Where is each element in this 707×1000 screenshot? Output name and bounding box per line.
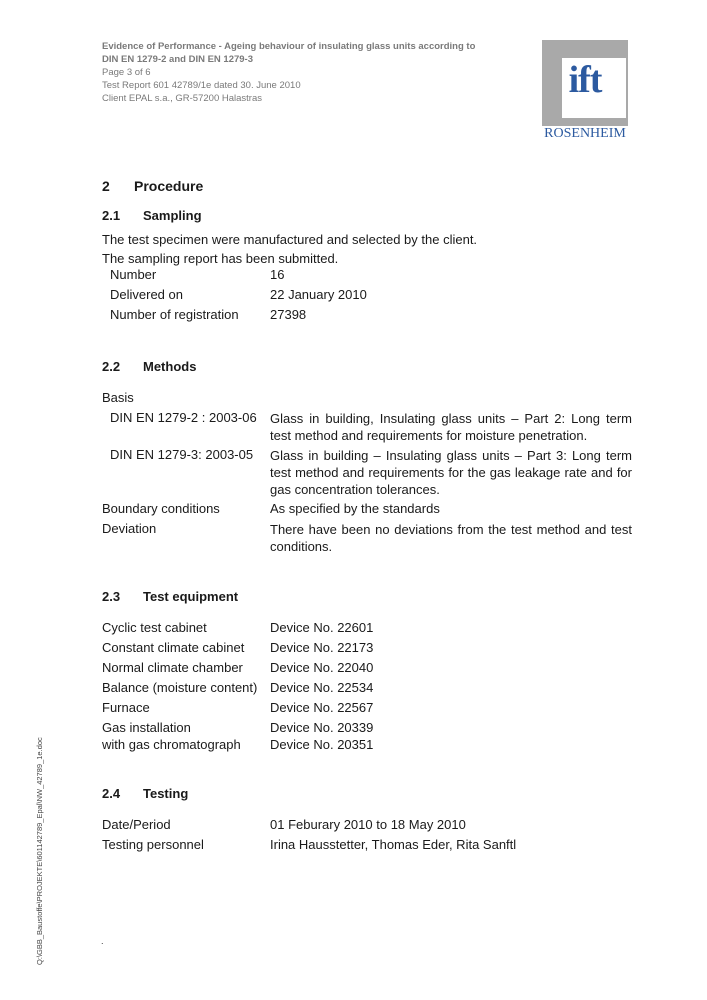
report-number: Test Report 601 42789/1e dated 30. June 2010 xyxy=(102,80,301,91)
equipment-label: Gas installation xyxy=(102,720,191,735)
subsection-title-testing: Testing xyxy=(143,786,189,801)
subsection-number-2-1: 2.1 xyxy=(102,208,121,223)
report-title-line1: Evidence of Performance - Ageing behaviour of insulating glass units according to xyxy=(102,41,476,52)
sampling-paragraph-2: The sampling report has been submitted. xyxy=(102,251,339,266)
logo-mark: ift xyxy=(568,59,602,101)
ift-rosenheim-logo xyxy=(542,40,628,144)
equipment-label: Furnace xyxy=(102,700,150,715)
sampling-label: Number xyxy=(110,267,157,282)
equipment-label: with gas chromatograph xyxy=(102,737,241,752)
equipment-label: Cyclic test cabinet xyxy=(102,620,207,635)
equipment-device-number: Device No. 22567 xyxy=(270,700,374,715)
page-number: Page 3 of 6 xyxy=(102,67,151,78)
subsection-number-2-4: 2.4 xyxy=(102,786,121,801)
testing-value: 01 Feburary 2010 to 18 May 2010 xyxy=(270,817,466,832)
equipment-label: Constant climate cabinet xyxy=(102,640,245,655)
equipment-device-number: Device No. 20351 xyxy=(270,737,374,752)
equipment-label: Balance (moisture content) xyxy=(102,680,258,695)
standard-label: DIN EN 1279-3: 2003-05 xyxy=(110,447,254,462)
sampling-value: 16 xyxy=(270,267,285,282)
section-title: Procedure xyxy=(134,178,204,194)
sampling-label: Number of registration xyxy=(110,307,239,322)
testing-value: Irina Hausstetter, Thomas Eder, Rita Sanftl xyxy=(270,837,517,852)
page-header xyxy=(102,40,475,105)
standard-label: DIN EN 1279-2 : 2003-06 xyxy=(110,410,257,425)
deviation-value: There have been no deviations from the test method and test conditions. xyxy=(270,522,632,554)
subsection-title-sampling: Sampling xyxy=(143,208,202,223)
sampling-paragraph-1: The test specimen were manufactured and selected by the client. xyxy=(102,232,478,247)
report-title-line2: DIN EN 1279-2 and DIN EN 1279-3 xyxy=(102,54,254,65)
equipment-device-number: Device No. 22173 xyxy=(270,640,374,655)
equipment-device-number: Device No. 22601 xyxy=(270,620,374,635)
subsection-title-test-equipment: Test equipment xyxy=(143,589,239,604)
equipment-device-number: Device No. 20339 xyxy=(270,720,374,735)
client-info: Client EPAL s.a., GR-57200 Halastras xyxy=(102,93,262,104)
equipment-device-number: Device No. 22040 xyxy=(270,660,374,675)
boundary-conditions-label: Boundary conditions xyxy=(102,501,220,516)
basis-label: Basis xyxy=(102,390,134,405)
subsection-number-2-3: 2.3 xyxy=(102,589,121,604)
logo-subtitle: ROSENHEIM xyxy=(544,126,626,141)
file-path-vertical: Q:\GBB_Baustoffe\PROJEKTE\601142789_Epal\NW_42789_1e.doc xyxy=(35,737,44,965)
testing-label: Date/Period xyxy=(102,817,171,832)
footer-dot: . xyxy=(101,936,104,946)
standard-description: Glass in building – Insulating glass units – Part 3: Long term test method and requirements for the gas leakage rate and for gas concentration tolerances. xyxy=(270,448,632,497)
boundary-conditions-value: As specified by the standards xyxy=(270,501,440,516)
standard-description: Glass in building, Insulating glass units – Part 2: Long term test method and requirements for moisture penetration. xyxy=(270,411,632,443)
deviation-label: Deviation xyxy=(102,521,157,536)
sampling-value: 27398 xyxy=(270,307,307,322)
testing-label: Testing personnel xyxy=(102,837,204,852)
sampling-value: 22 January 2010 xyxy=(270,287,367,302)
section-number: 2 xyxy=(102,178,110,194)
subsection-title-methods: Methods xyxy=(143,359,197,374)
subsection-number-2-2: 2.2 xyxy=(102,359,121,374)
equipment-label: Normal climate chamber xyxy=(102,660,243,675)
sampling-label: Delivered on xyxy=(110,287,183,302)
equipment-device-number: Device No. 22534 xyxy=(270,680,374,695)
